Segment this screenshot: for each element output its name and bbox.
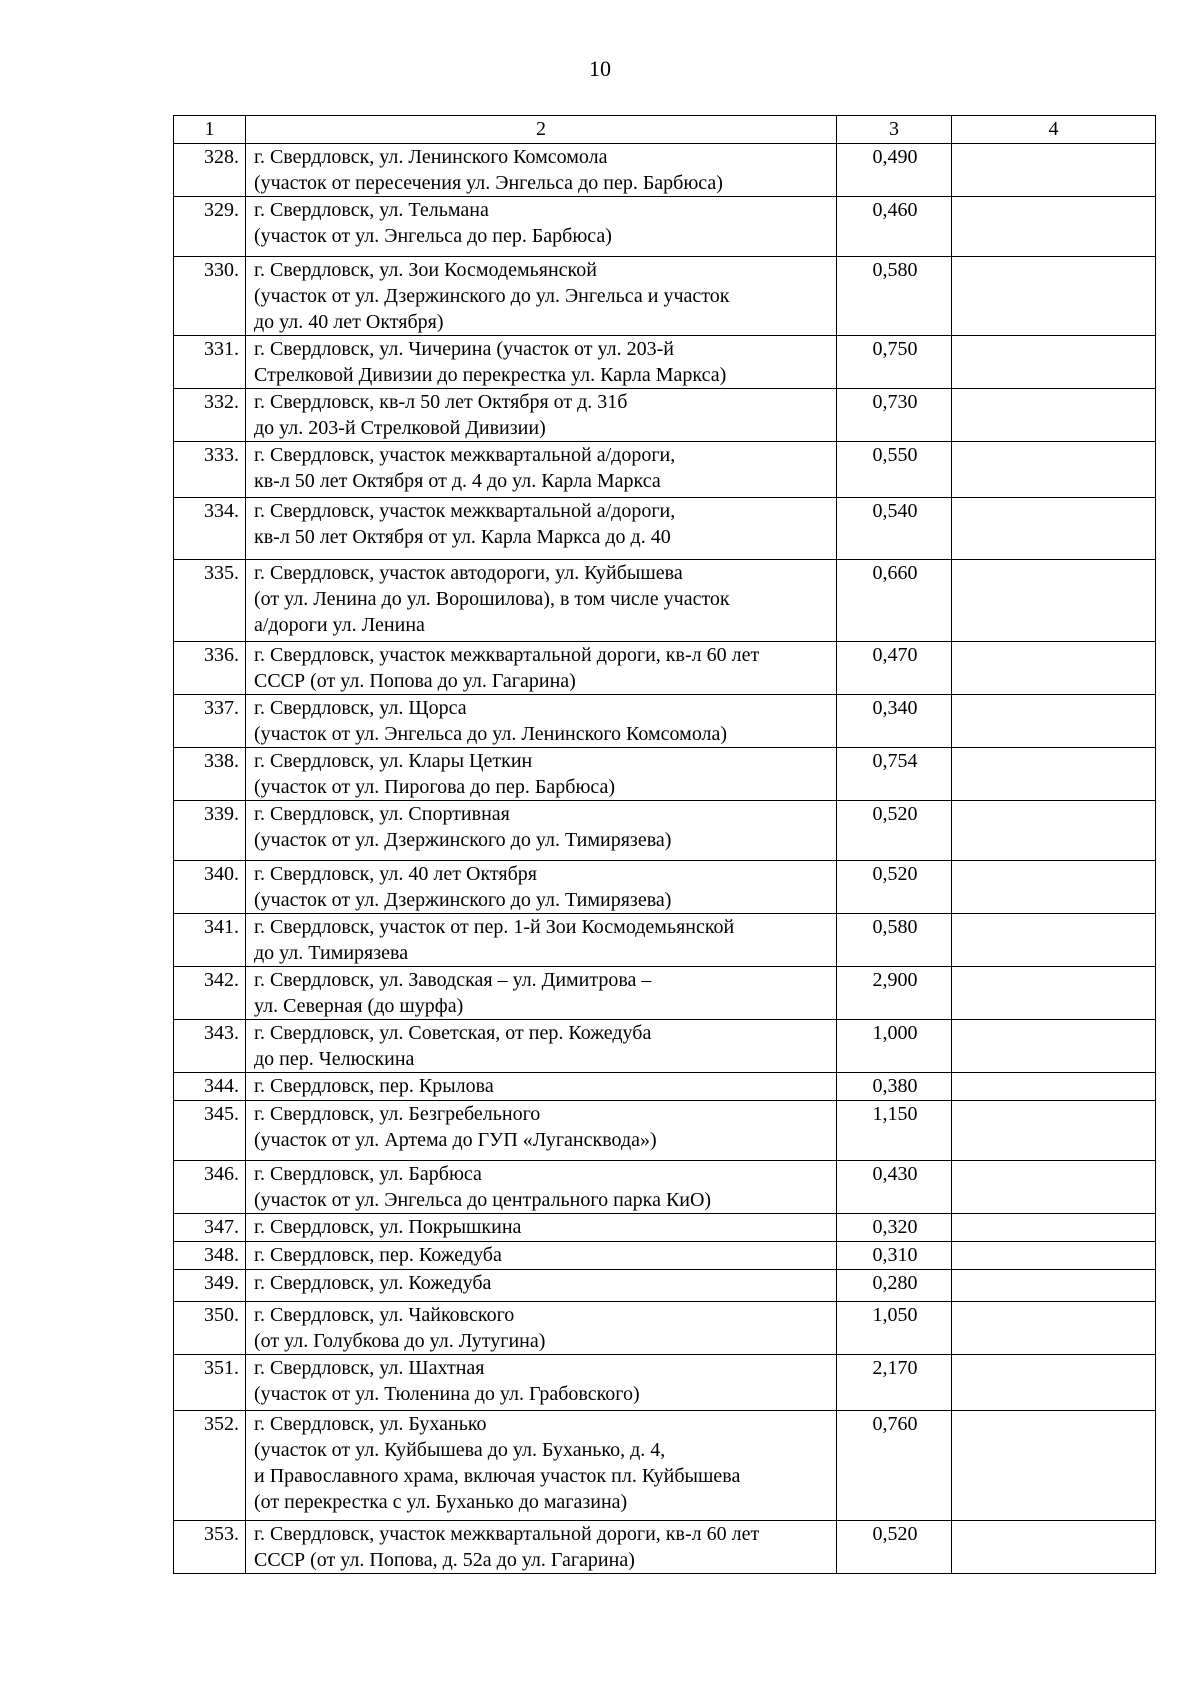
- table-row: [174, 1270, 1156, 1302]
- roads-table: [173, 115, 1156, 1574]
- description-line: Стрелковой Дивизии до перекрестка ул. Карла Маркса): [254, 364, 727, 386]
- table-row: [174, 1355, 1156, 1411]
- row-number: 347.: [174, 1214, 246, 1242]
- column-4-cell: [952, 1302, 1156, 1355]
- length-value: 0,540: [837, 498, 952, 560]
- description-line: до ул. Тимирязева: [254, 942, 409, 964]
- description-line: г. Свердловск, ул. Барбюса: [254, 1163, 482, 1185]
- table-row: [174, 801, 1156, 861]
- length-value: 0,310: [837, 1242, 952, 1270]
- description-line: г. Свердловск, ул. Кожедуба: [254, 1272, 492, 1294]
- table-row: [174, 560, 1156, 642]
- length-value: 1,150: [837, 1101, 952, 1161]
- row-number: 328.: [174, 144, 246, 197]
- description-line: г. Свердловск, ул. Тельмана: [254, 199, 489, 221]
- description-line: г. Свердловск, ул. Клары Цеткин: [254, 750, 533, 772]
- description-line: г. Свердловск, ул. Чайковского: [254, 1304, 515, 1326]
- column-4-cell: [952, 914, 1156, 967]
- description-line: г. Свердловск, ул. 40 лет Октября: [254, 863, 537, 885]
- column-4-cell: [952, 336, 1156, 389]
- row-number: 351.: [174, 1355, 246, 1411]
- table-row: [174, 389, 1156, 442]
- row-number: 331.: [174, 336, 246, 389]
- length-value: 0,320: [837, 1214, 952, 1242]
- row-number: 334.: [174, 498, 246, 560]
- length-value: 0,470: [837, 642, 952, 695]
- description-line: (участок от ул. Артема до ГУП «Луганскводa»): [254, 1129, 657, 1151]
- length-value: 0,490: [837, 144, 952, 197]
- road-description: [246, 498, 837, 560]
- road-description: [246, 1020, 837, 1073]
- length-value: 0,460: [837, 197, 952, 257]
- length-value: 0,340: [837, 695, 952, 748]
- description-line: г. Свердловск, пер. Кожедуба: [254, 1244, 502, 1266]
- road-description: [246, 1355, 837, 1411]
- row-number: 329.: [174, 197, 246, 257]
- length-value: 0,380: [837, 1073, 952, 1101]
- column-4-cell: [952, 1270, 1156, 1302]
- length-value: 1,000: [837, 1020, 952, 1073]
- table-row: [174, 1302, 1156, 1355]
- description-line: г. Свердловск, ул. Безгребельного: [254, 1103, 541, 1125]
- road-description: [246, 695, 837, 748]
- row-number: 342.: [174, 967, 246, 1020]
- column-4-cell: [952, 197, 1156, 257]
- description-line: (участок от ул. Энгельса до пер. Барбюса): [254, 225, 612, 247]
- row-number: 346.: [174, 1161, 246, 1214]
- length-value: 0,750: [837, 336, 952, 389]
- column-4-cell: [952, 1214, 1156, 1242]
- table-row: [174, 442, 1156, 498]
- road-description: [246, 861, 837, 914]
- table-row: [174, 1214, 1156, 1242]
- road-description: [246, 336, 837, 389]
- description-line: г. Свердловск, ул. Щорса: [254, 697, 467, 719]
- row-number: 338.: [174, 748, 246, 801]
- column-4-cell: [952, 1020, 1156, 1073]
- description-line: (от ул. Ленина до ул. Ворошилова), в том числе участок: [254, 588, 730, 610]
- road-description: [246, 1411, 837, 1521]
- description-line: (от ул. Голубкова до ул. Лутугина): [254, 1330, 546, 1352]
- table-body: [174, 144, 1156, 1574]
- description-line: г. Свердловск, пер. Крылова: [254, 1075, 494, 1097]
- road-description: [246, 1214, 837, 1242]
- road-description: [246, 197, 837, 257]
- description-line: (участок от ул. Тюленина до ул. Грабовского): [254, 1383, 640, 1405]
- description-line: (участок от ул. Энгельса до ул. Ленинского Комсомола): [254, 723, 728, 745]
- column-4-cell: [952, 1521, 1156, 1574]
- row-number: 332.: [174, 389, 246, 442]
- road-description: [246, 1073, 837, 1101]
- length-value: 0,520: [837, 801, 952, 861]
- column-4-cell: [952, 1101, 1156, 1161]
- row-number: 337.: [174, 695, 246, 748]
- description-line: (участок от ул. Дзержинского до ул. Тимирязева): [254, 889, 672, 911]
- row-number: 336.: [174, 642, 246, 695]
- column-4-cell: [952, 861, 1156, 914]
- description-line: г. Свердловск, ул. Спортивная: [254, 803, 510, 825]
- road-description: [246, 1101, 837, 1161]
- length-value: 0,430: [837, 1161, 952, 1214]
- row-number: 353.: [174, 1521, 246, 1574]
- road-description: [246, 1161, 837, 1214]
- table-row: [174, 642, 1156, 695]
- description-line: г. Свердловск, ул. Буханько: [254, 1413, 487, 1435]
- column-4-cell: [952, 389, 1156, 442]
- row-number: 345.: [174, 1101, 246, 1161]
- description-line: г. Свердловск, участок межквартальной а/дороги,: [254, 500, 676, 522]
- description-line: до ул. 203-й Стрелковой Дивизии): [254, 417, 546, 439]
- column-4-cell: [952, 1242, 1156, 1270]
- row-number: 348.: [174, 1242, 246, 1270]
- description-line: (участок от ул. Дзержинского до ул. Энгельса и участок: [254, 285, 730, 307]
- description-line: (от перекрестка с ул. Буханько до магазина): [254, 1491, 628, 1513]
- column-4-cell: [952, 442, 1156, 498]
- row-number: 349.: [174, 1270, 246, 1302]
- length-value: 0,520: [837, 1521, 952, 1574]
- length-value: 2,900: [837, 967, 952, 1020]
- column-4-cell: [952, 695, 1156, 748]
- column-4-cell: [952, 144, 1156, 197]
- table-row: [174, 695, 1156, 748]
- length-value: 2,170: [837, 1355, 952, 1411]
- road-description: [246, 801, 837, 861]
- row-number: 350.: [174, 1302, 246, 1355]
- row-number: 330.: [174, 257, 246, 336]
- description-line: г. Свердловск, ул. Зои Космодемьянской: [254, 259, 597, 281]
- row-number: 340.: [174, 861, 246, 914]
- column-4-cell: [952, 1073, 1156, 1101]
- road-description: [246, 389, 837, 442]
- header-col-4: 4: [952, 116, 1156, 144]
- table-row: [174, 336, 1156, 389]
- description-line: г. Свердловск, участок от пер. 1-й Зои Космодемьянской: [254, 916, 735, 938]
- table-row: [174, 257, 1156, 336]
- road-description: [246, 560, 837, 642]
- column-4-cell: [952, 967, 1156, 1020]
- row-number: 341.: [174, 914, 246, 967]
- description-line: г. Свердловск, ул. Заводская – ул. Димитрова –: [254, 969, 652, 991]
- table-row: [174, 1161, 1156, 1214]
- description-line: г. Свердловск, ул. Советская, от пер. Кожедуба: [254, 1022, 652, 1044]
- road-description: [246, 1242, 837, 1270]
- column-4-cell: [952, 257, 1156, 336]
- length-value: 0,280: [837, 1270, 952, 1302]
- header-col-2: 2: [246, 116, 837, 144]
- description-line: кв-л 50 лет Октября от д. 4 до ул. Карла Маркса: [254, 470, 661, 492]
- description-line: г. Свердловск, ул. Покрышкина: [254, 1216, 522, 1238]
- column-4-cell: [952, 801, 1156, 861]
- row-number: 333.: [174, 442, 246, 498]
- length-value: 0,754: [837, 748, 952, 801]
- column-4-cell: [952, 642, 1156, 695]
- column-4-cell: [952, 560, 1156, 642]
- length-value: 0,550: [837, 442, 952, 498]
- road-description: [246, 748, 837, 801]
- description-line: (участок от ул. Энгельса до центрального парка КиО): [254, 1189, 712, 1211]
- description-line: г. Свердловск, участок автодороги, ул. Куйбышева: [254, 562, 683, 584]
- table-row: [174, 1073, 1156, 1101]
- row-number: 339.: [174, 801, 246, 861]
- road-description: [246, 1521, 837, 1574]
- row-number: 344.: [174, 1073, 246, 1101]
- length-value: 0,520: [837, 861, 952, 914]
- road-description: [246, 1302, 837, 1355]
- row-number: 335.: [174, 560, 246, 642]
- description-line: (участок от ул. Дзержинского до ул. Тимирязева): [254, 829, 672, 851]
- table-header-row: [174, 116, 1156, 144]
- table-row: [174, 748, 1156, 801]
- description-line: г. Свердловск, ул. Ленинского Комсомола: [254, 146, 608, 168]
- table-row: [174, 1101, 1156, 1161]
- length-value: 0,660: [837, 560, 952, 642]
- description-line: а/дороги ул. Ленина: [254, 614, 425, 636]
- road-description: [246, 1270, 837, 1302]
- header-col-3: 3: [837, 116, 952, 144]
- length-value: 0,760: [837, 1411, 952, 1521]
- table-row: [174, 1411, 1156, 1521]
- road-description: [246, 257, 837, 336]
- length-value: 0,580: [837, 257, 952, 336]
- description-line: (участок от ул. Куйбышева до ул. Буханько, д. 4,: [254, 1439, 666, 1461]
- description-line: г. Свердловск, ул. Шахтная: [254, 1357, 485, 1379]
- page-number: 10: [589, 56, 611, 81]
- column-4-cell: [952, 748, 1156, 801]
- description-line: СССР (от ул. Попова, д. 52а до ул. Гагарина): [254, 1549, 635, 1571]
- description-line: СССР (от ул. Попова до ул. Гагарина): [254, 670, 576, 692]
- description-line: и Православного храма, включая участок пл. Куйбышева: [254, 1465, 741, 1487]
- description-line: до пер. Челюскина: [254, 1048, 415, 1070]
- description-line: (участок от пересечения ул. Энгельса до пер. Барбюса): [254, 172, 723, 194]
- road-description: [246, 442, 837, 498]
- length-value: 1,050: [837, 1302, 952, 1355]
- road-description: [246, 914, 837, 967]
- row-number: 343.: [174, 1020, 246, 1073]
- table-row: [174, 144, 1156, 197]
- description-line: г. Свердловск, участок межквартальной дороги, кв-л 60 лет: [254, 1523, 760, 1545]
- column-4-cell: [952, 498, 1156, 560]
- description-line: (участок от ул. Пирогова до пер. Барбюса): [254, 776, 616, 798]
- length-value: 0,580: [837, 914, 952, 967]
- road-description: [246, 967, 837, 1020]
- column-4-cell: [952, 1161, 1156, 1214]
- description-line: г. Свердловск, ул. Чичерина (участок от ул. 203-й: [254, 338, 674, 360]
- description-line: г. Свердловск, кв-л 50 лет Октября от д. 31б: [254, 391, 628, 413]
- description-line: кв-л 50 лет Октября от ул. Карла Маркса до д. 40: [254, 526, 671, 548]
- table-row: [174, 861, 1156, 914]
- description-line: до ул. 40 лет Октября): [254, 311, 444, 333]
- table-row: [174, 1521, 1156, 1574]
- column-4-cell: [952, 1355, 1156, 1411]
- road-description: [246, 144, 837, 197]
- length-value: 0,730: [837, 389, 952, 442]
- road-description: [246, 642, 837, 695]
- table-row: [174, 1242, 1156, 1270]
- column-4-cell: [952, 1411, 1156, 1521]
- description-line: г. Свердловск, участок межквартальной дороги, кв-л 60 лет: [254, 644, 760, 666]
- table-row: [174, 914, 1156, 967]
- description-line: г. Свердловск, участок межквартальной а/дороги,: [254, 444, 676, 466]
- table-row: [174, 1020, 1156, 1073]
- row-number: 352.: [174, 1411, 246, 1521]
- header-col-1: 1: [174, 116, 246, 144]
- table-row: [174, 197, 1156, 257]
- description-line: ул. Северная (до шурфа): [254, 995, 464, 1017]
- table-row: [174, 498, 1156, 560]
- table-row: [174, 967, 1156, 1020]
